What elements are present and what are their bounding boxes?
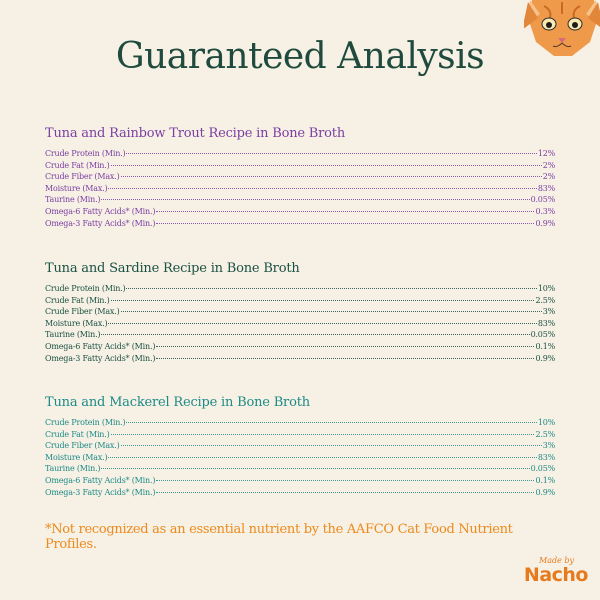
nutrient-value: 2.5% (535, 429, 555, 439)
nutrient-label: Taurine (Min.) (45, 464, 101, 474)
nutrient-label: Omega-3 Fatty Acids* (Min.) (45, 353, 156, 363)
nutrient-label: Moisture (Max.) (45, 318, 108, 328)
nutrient-label: Crude Protein (Min.) (45, 284, 126, 293)
nutrient-row (45, 417, 555, 429)
nutrient-label: Crude Fiber (Max.) (45, 172, 120, 182)
nutrient-value: 0.1% (535, 475, 555, 485)
nutrient-label: Taurine (Min.) (45, 195, 101, 205)
nutrient-value: 2.5% (535, 295, 555, 305)
nutrient-label: Crude Fat (Min.) (45, 429, 110, 439)
section-mackerel (45, 395, 555, 498)
dot-leader (156, 346, 534, 347)
section-title: Tuna and Sardine Recipe in Bone Broth (45, 261, 300, 276)
nutrient-value: 3% (542, 441, 555, 451)
nutrient-value: 83% (537, 452, 555, 462)
dot-leader (156, 211, 534, 212)
nutrient-value: 3% (542, 307, 555, 317)
dot-leader (156, 223, 534, 224)
dot-leader (126, 153, 536, 154)
nutrient-row (45, 487, 555, 499)
nutrient-value: 0.05% (530, 195, 555, 205)
nutrient-row (45, 148, 555, 160)
nutrient-list (45, 417, 555, 498)
nutrient-row (45, 353, 555, 365)
nutrient-label: Crude Fat (Min.) (45, 160, 110, 170)
nutrient-label: Omega-6 Fatty Acids* (Min.) (45, 341, 156, 351)
nutrient-label: Omega-6 Fatty Acids* (Min.) (45, 206, 156, 216)
nutrient-row (45, 194, 555, 206)
nutrient-row (45, 329, 555, 341)
nutrient-row (45, 171, 555, 183)
nutrient-row (45, 475, 555, 487)
nutrient-row (45, 440, 555, 452)
nutrient-value: 0.05% (530, 464, 555, 474)
nutrient-row (45, 295, 555, 307)
dot-leader (101, 334, 529, 335)
nutrient-value: 0.9% (535, 487, 555, 497)
dot-leader (108, 457, 536, 458)
footnote: *Not recognized as an essential nutrient by the AAFCO Cat Food Nutrient Profiles. (45, 522, 513, 552)
nutrient-label: Moisture (Max.) (45, 452, 108, 462)
nutrient-row (45, 283, 555, 295)
dot-leader (111, 300, 535, 301)
nutrient-row (45, 218, 555, 230)
nutrient-label: Omega-3 Fatty Acids* (Min.) (45, 487, 156, 497)
brand-logo (508, 556, 588, 592)
nutrient-value: 10% (537, 418, 555, 427)
nutrient-value: 0.05% (530, 330, 555, 340)
nutrient-label: Omega-3 Fatty Acids* (Min.) (45, 218, 156, 228)
dot-leader (111, 165, 542, 166)
dot-leader (121, 445, 542, 446)
page-title: Guaranteed Analysis (115, 36, 485, 77)
nutrient-value: 0.9% (535, 218, 555, 228)
nutrient-label: Moisture (Max.) (45, 183, 108, 193)
nutrient-value: 0.9% (535, 353, 555, 363)
nutrient-label: Taurine (Min.) (45, 330, 101, 340)
dot-leader (108, 323, 536, 324)
brand-name: Nacho (523, 564, 588, 586)
section-title: Tuna and Mackerel Recipe in Bone Broth (45, 395, 310, 410)
nutrient-value: 10% (537, 284, 555, 293)
section-sardine (45, 261, 555, 364)
nutrient-row (45, 318, 555, 330)
nutrient-row (45, 452, 555, 464)
dot-leader (101, 468, 529, 469)
nutrient-label: Crude Fiber (Max.) (45, 441, 120, 451)
nutrient-value: 2% (542, 172, 555, 182)
dot-leader (126, 288, 536, 289)
nutrient-label: Omega-6 Fatty Acids* (Min.) (45, 475, 156, 485)
nutrient-row (45, 341, 555, 353)
nutrient-list (45, 283, 555, 364)
nutrient-row (45, 429, 555, 441)
nutrient-label: Crude Fiber (Max.) (45, 307, 120, 317)
nutrient-value: 2% (542, 160, 555, 170)
made-by-label: Made by (539, 556, 574, 565)
dot-leader (156, 480, 534, 481)
dot-leader (156, 358, 534, 359)
nutrient-row (45, 183, 555, 195)
dot-leader (108, 188, 536, 189)
nutrient-row (45, 160, 555, 172)
nutrient-value: 83% (537, 183, 555, 193)
nutrient-row (45, 463, 555, 475)
nutrient-row (45, 306, 555, 318)
dot-leader (156, 492, 534, 493)
dot-leader (121, 311, 542, 312)
section-rainbow-trout (45, 126, 555, 229)
dot-leader (126, 422, 536, 423)
nutrient-value: 12% (537, 149, 555, 158)
dot-leader (121, 176, 542, 177)
nutrient-value: 0.3% (535, 206, 555, 216)
section-title: Tuna and Rainbow Trout Recipe in Bone Broth (45, 126, 345, 141)
nutrient-row (45, 206, 555, 218)
nutrient-value: 83% (537, 318, 555, 328)
dot-leader (101, 199, 529, 200)
nutrient-label: Crude Protein (Min.) (45, 149, 126, 158)
nutrient-value: 0.1% (535, 341, 555, 351)
nutrient-label: Crude Protein (Min.) (45, 418, 126, 427)
dot-leader (111, 434, 535, 435)
nutrient-label: Crude Fat (Min.) (45, 295, 110, 305)
nutrient-list (45, 148, 555, 229)
